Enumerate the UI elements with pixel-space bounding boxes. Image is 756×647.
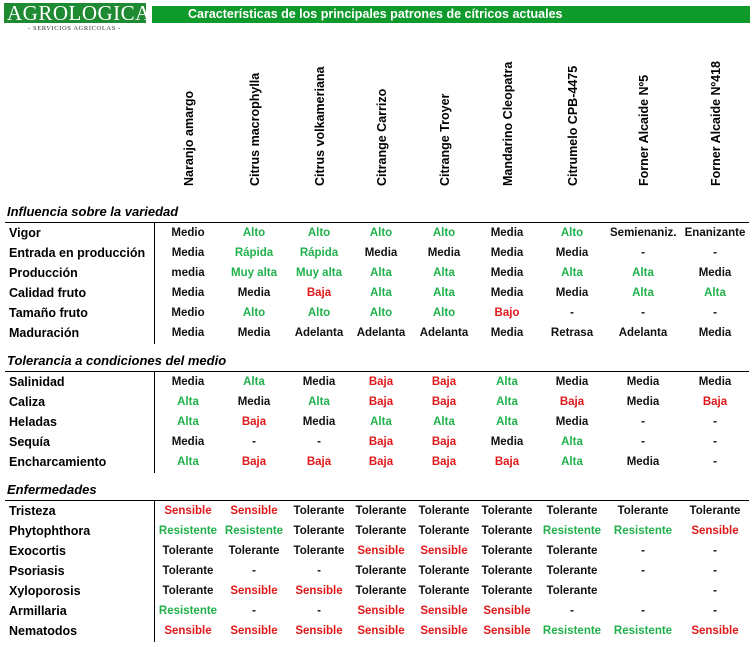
table-cell: -: [317, 436, 321, 448]
table-cell: -: [252, 436, 256, 448]
table-cell: Alta: [632, 287, 654, 299]
table-cell: Resistente: [613, 525, 673, 537]
table-cell: Tolerante: [546, 585, 598, 597]
table-cell: Alta: [243, 376, 265, 388]
table-cell: Alto: [369, 307, 393, 319]
section-title: Influencia sobre la variedad: [7, 204, 179, 219]
table-cell: Sensible: [420, 605, 468, 617]
table-cell: Tolerante: [293, 505, 345, 517]
table-cell: Muy alta: [230, 267, 277, 279]
column-header: [178, 44, 198, 186]
table-cell: Tolerante: [293, 545, 345, 557]
table-cell: Tolerante: [689, 505, 741, 517]
table-cell: Tolerante: [228, 545, 280, 557]
table-cell: -: [641, 605, 645, 617]
label-column-divider: [154, 222, 155, 344]
table-cell: Baja: [241, 416, 267, 428]
table-cell: Retrasa: [550, 327, 594, 339]
table-cell: Tolerante: [481, 505, 533, 517]
row-label: Xyloporosis: [9, 584, 81, 598]
table-cell: Tolerante: [418, 565, 470, 577]
table-cell: -: [713, 247, 717, 259]
table-cell: Media: [626, 376, 660, 388]
table-cell: Alto: [369, 227, 393, 239]
page-title: Características de los principales patrones de cítricos actuales: [152, 6, 750, 23]
table-cell: Tolerante: [481, 545, 533, 557]
table-cell: Sensible: [295, 585, 343, 597]
table-cell: Media: [490, 287, 524, 299]
table-cell: Media: [364, 247, 398, 259]
logo-subtitle: - SERVICIOS AGRICOLAS -: [28, 25, 121, 32]
table-cell: Tolerante: [617, 505, 669, 517]
table-cell: Tolerante: [546, 505, 598, 517]
table-cell: Sensible: [483, 605, 531, 617]
table-cell: Alta: [177, 396, 199, 408]
table-cell: Resistente: [224, 525, 284, 537]
table-cell: -: [570, 605, 574, 617]
table-cell: Baja: [368, 376, 394, 388]
table-cell: Alta: [496, 416, 518, 428]
table-cell: Tolerante: [162, 565, 214, 577]
table-cell: Tolerante: [418, 505, 470, 517]
table-cell: Sensible: [357, 605, 405, 617]
column-header: [633, 44, 653, 186]
table-cell: -: [713, 307, 717, 319]
table-cell: Baja: [368, 456, 394, 468]
table-cell: Media: [555, 416, 589, 428]
table-cell: Sensible: [230, 505, 278, 517]
table-cell: Baja: [431, 376, 457, 388]
table-cell: -: [713, 545, 717, 557]
column-header: [562, 44, 582, 186]
column-header: [434, 44, 454, 186]
section-title: Enfermedades: [7, 482, 97, 497]
table-cell: Medio: [171, 307, 205, 319]
row-label: Salinidad: [9, 375, 65, 389]
table-cell: Alta: [496, 376, 518, 388]
table-cell: Alto: [432, 307, 456, 319]
table-cell: Tolerante: [355, 525, 407, 537]
table-cell: Alta: [496, 396, 518, 408]
table-cell: Media: [171, 287, 205, 299]
table-cell: media: [171, 267, 205, 279]
table-cell: Media: [171, 327, 205, 339]
row-label: Heladas: [9, 415, 57, 429]
table-cell: Enanizante: [684, 227, 746, 239]
table-cell: Alta: [561, 267, 583, 279]
table-cell: Muy alta: [295, 267, 342, 279]
table-cell: Media: [626, 456, 660, 468]
column-header-label: Forner Alcaide Nº5: [637, 74, 651, 186]
column-header-label: Citrumelo CPB-4475: [566, 65, 580, 186]
column-header: [497, 44, 517, 186]
table-cell: Sensible: [420, 625, 468, 637]
table-cell: Media: [302, 376, 336, 388]
table-cell: Media: [698, 376, 732, 388]
table-cell: -: [641, 436, 645, 448]
row-label: Psoriasis: [9, 564, 65, 578]
table-cell: Rápida: [234, 247, 274, 259]
table-cell: Sensible: [164, 625, 212, 637]
table-cell: Baja: [368, 436, 394, 448]
table-cell: Rápida: [299, 247, 339, 259]
table-cell: Alta: [433, 267, 455, 279]
section-divider: [5, 222, 749, 223]
table-cell: Baja: [306, 287, 332, 299]
table-cell: Resistente: [542, 625, 602, 637]
row-label: Caliza: [9, 395, 46, 409]
table-cell: Media: [171, 247, 205, 259]
table-cell: Tolerante: [481, 565, 533, 577]
table-cell: -: [252, 605, 256, 617]
table-cell: Tolerante: [355, 505, 407, 517]
table-cell: Media: [555, 247, 589, 259]
table-cell: Media: [490, 267, 524, 279]
table-cell: -: [317, 565, 321, 577]
section-divider: [5, 371, 749, 372]
column-header: [705, 44, 725, 186]
table-cell: Adelanta: [419, 327, 469, 339]
table-cell: -: [713, 585, 717, 597]
table-cell: Alto: [560, 227, 584, 239]
table-cell: Tolerante: [546, 565, 598, 577]
row-label: Nematodos: [9, 624, 78, 638]
table-cell: Tolerante: [481, 525, 533, 537]
table-cell: Baja: [241, 456, 267, 468]
table-cell: Media: [555, 287, 589, 299]
table-cell: Tolerante: [162, 545, 214, 557]
column-header-label: Mandarino Cleopatra: [501, 61, 515, 186]
table-cell: Alta: [177, 416, 199, 428]
column-header-label: Citrus macrophylla: [248, 72, 262, 186]
table-cell: Sensible: [691, 525, 739, 537]
table-cell: Media: [237, 396, 271, 408]
table-cell: Medio: [171, 227, 205, 239]
table-cell: Media: [302, 416, 336, 428]
table-cell: Sensible: [357, 625, 405, 637]
table-cell: Alto: [242, 307, 266, 319]
table-cell: Baja: [702, 396, 728, 408]
table-cell: Resistente: [158, 605, 218, 617]
column-header-label: Citrange Troyer: [438, 93, 452, 186]
table-cell: Alta: [370, 416, 392, 428]
table-cell: Media: [626, 396, 660, 408]
row-label: Calidad fruto: [9, 286, 87, 300]
table-cell: Sensible: [230, 625, 278, 637]
table-cell: Sensible: [357, 545, 405, 557]
table-cell: Baja: [431, 436, 457, 448]
table-cell: Alto: [307, 307, 331, 319]
table-cell: -: [317, 605, 321, 617]
table-cell: Alta: [704, 287, 726, 299]
table-cell: -: [713, 416, 717, 428]
table-cell: -: [252, 565, 256, 577]
table-cell: -: [641, 307, 645, 319]
table-cell: Sensible: [420, 545, 468, 557]
table-cell: -: [641, 565, 645, 577]
table-cell: Media: [171, 436, 205, 448]
table-cell: Baja: [559, 396, 585, 408]
table-cell: Resistente: [613, 625, 673, 637]
table-cell: -: [713, 436, 717, 448]
table-cell: Baja: [431, 456, 457, 468]
row-label: Tamaño fruto: [9, 306, 88, 320]
table-cell: Baja: [368, 396, 394, 408]
table-cell: Sensible: [295, 625, 343, 637]
row-label: Armillaria: [9, 604, 67, 618]
table-cell: Resistente: [542, 525, 602, 537]
table-cell: Alta: [632, 267, 654, 279]
table-cell: Sensible: [483, 625, 531, 637]
table-cell: Alta: [433, 287, 455, 299]
table-cell: Media: [490, 436, 524, 448]
table-cell: Sensible: [230, 585, 278, 597]
table-cell: Tolerante: [546, 545, 598, 557]
table-cell: Tolerante: [481, 585, 533, 597]
table-cell: Media: [698, 327, 732, 339]
table-cell: Tolerante: [418, 525, 470, 537]
logo-wordmark: AGROLOGICA: [4, 3, 146, 23]
table-cell: Alta: [370, 267, 392, 279]
table-cell: Resistente: [158, 525, 218, 537]
table-cell: Alto: [242, 227, 266, 239]
table-cell: Alta: [561, 436, 583, 448]
column-header-label: Citrus volkameriana: [313, 66, 327, 186]
table-cell: -: [713, 565, 717, 577]
table-cell: Media: [171, 376, 205, 388]
table-cell: Alto: [432, 227, 456, 239]
table-cell: Adelanta: [618, 327, 668, 339]
table-cell: Media: [555, 376, 589, 388]
table-cell: Alta: [308, 396, 330, 408]
table-cell: Media: [490, 247, 524, 259]
section-title: Tolerancia a condiciones del medio: [7, 353, 227, 368]
row-label: Sequía: [9, 435, 50, 449]
table-cell: Baja: [306, 456, 332, 468]
table-cell: Bajo: [494, 307, 520, 319]
section-divider: [5, 500, 749, 501]
column-header: [371, 44, 391, 186]
table-cell: Sensible: [691, 625, 739, 637]
row-label: Exocortis: [9, 544, 66, 558]
table-cell: -: [641, 247, 645, 259]
table-cell: -: [641, 416, 645, 428]
table-cell: Alto: [307, 227, 331, 239]
table-cell: Baja: [494, 456, 520, 468]
table-cell: Media: [237, 287, 271, 299]
table-cell: Semienaniz.: [610, 227, 677, 239]
column-header-label: Citrange Carrizo: [375, 88, 389, 186]
table-cell: Baja: [431, 396, 457, 408]
column-header-label: Naranjo amargo: [182, 90, 196, 186]
column-header: [309, 44, 329, 186]
table-cell: Tolerante: [355, 565, 407, 577]
table-cell: -: [641, 545, 645, 557]
column-header-label: Forner Alcaide Nº418: [709, 61, 723, 186]
row-label: Maduración: [9, 326, 80, 340]
table-cell: Media: [427, 247, 461, 259]
agrologica-logo: [4, 1, 151, 37]
table-cell: Alta: [177, 456, 199, 468]
row-label: Vigor: [9, 226, 41, 240]
table-cell: -: [570, 307, 574, 319]
row-label: Encharcamiento: [9, 455, 107, 469]
table-cell: Media: [698, 267, 732, 279]
table-cell: Tolerante: [418, 585, 470, 597]
column-header: [244, 44, 264, 186]
table-cell: -: [713, 456, 717, 468]
row-label: Phytophthora: [9, 524, 91, 538]
table-cell: Media: [237, 327, 271, 339]
table-cell: Alta: [561, 456, 583, 468]
row-label: Entrada en producción: [9, 246, 146, 260]
table-cell: -: [713, 605, 717, 617]
table-cell: Tolerante: [355, 585, 407, 597]
table-cell: Adelanta: [356, 327, 406, 339]
table-cell: Media: [490, 227, 524, 239]
table-cell: Alta: [433, 416, 455, 428]
table-cell: Tolerante: [293, 525, 345, 537]
table-cell: Adelanta: [294, 327, 344, 339]
table-cell: Sensible: [164, 505, 212, 517]
table-cell: Media: [490, 327, 524, 339]
table-cell: Alta: [370, 287, 392, 299]
row-label: Tristeza: [9, 504, 56, 518]
row-label: Producción: [9, 266, 78, 280]
table-cell: Tolerante: [162, 585, 214, 597]
